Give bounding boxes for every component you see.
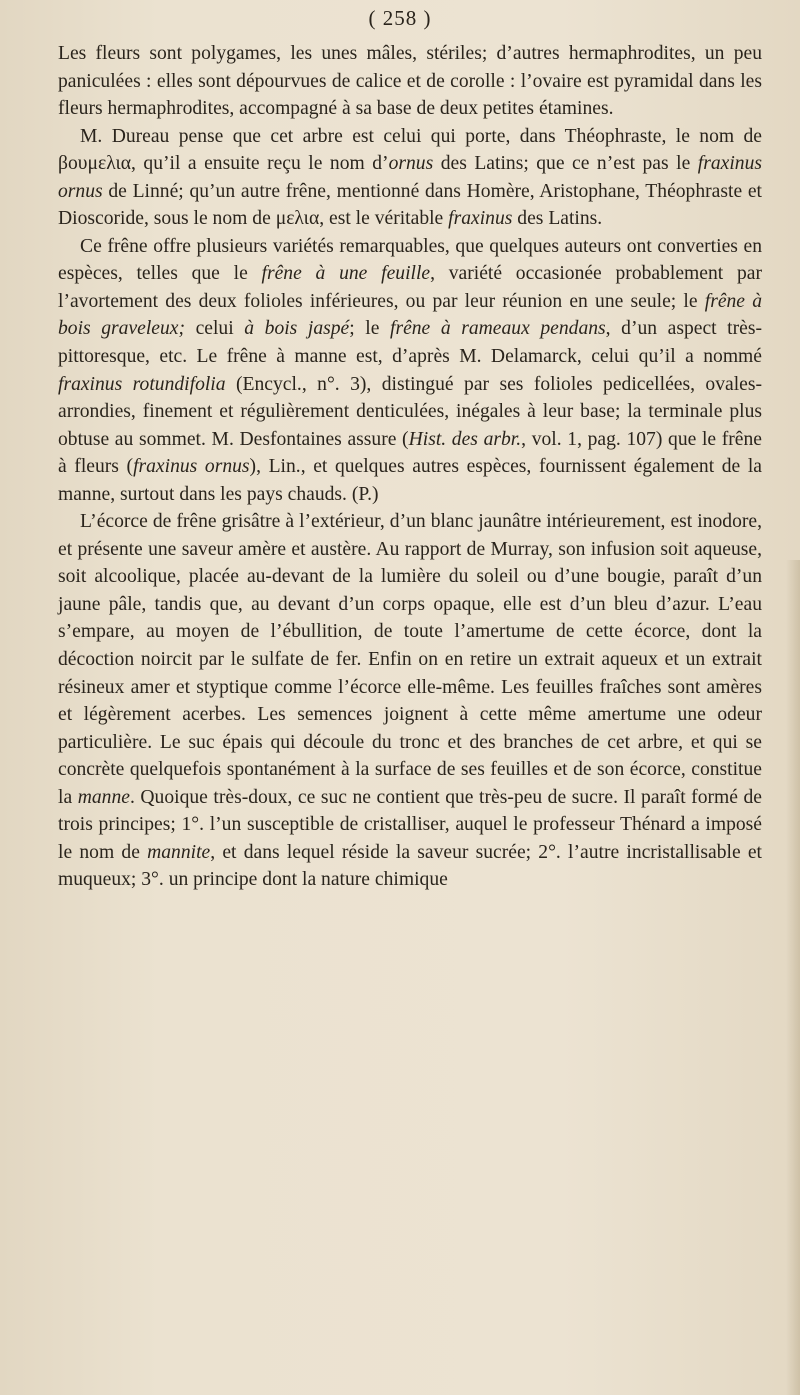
text-run: de Linné; qu’un autre frêne, mentionné dans Homère, Aristophane, Théophraste et Dioscoride, sous le nom de (58, 180, 762, 230)
paragraph-2 (58, 123, 762, 233)
page-edge-stain (786, 560, 800, 1395)
text-run: Ce frêne offre plusieurs variétés remarquables, que quelques auteurs ont converties en espèces, telles que le (58, 235, 762, 285)
text-run: , est le véritable (319, 208, 449, 230)
text-run: M. Dureau pense que cet arbre est celui qui porte, dans Théophraste, le nom de (80, 125, 762, 147)
text-run: , et dans lequel réside la saveur sucrée; 2°. l’autre incristallisable et muqueux; 3°. un principe dont la nature chimique (58, 841, 762, 891)
text-run: ), Lin., et quelques autres espèces, fournissent également de la manne, surtout dans les pays chauds. (P.) (58, 456, 762, 505)
text-run: , qu’il a ensuite reçu le nom d’ (131, 153, 389, 175)
italic-run: mannite (147, 841, 211, 863)
text-run: des Latins; que ce n’est pas le (433, 153, 698, 175)
italic-run: fraxinus ornus (133, 456, 250, 478)
text-run: celui (185, 318, 245, 340)
italic-run: fraxinus (448, 208, 513, 230)
text-run: L’écorce de frêne grisâtre à l’extérieur, d’un blanc jaunâtre intérieurement, est inodore, et présente une saveur amère et austère. Au rapport de Murray, son infusion soit aqueuse, soit alcoolique, placée au-devant de la lumière du soleil ou d’une bougie, paraît d’un jaune pâle, tandis que, au devant d’un corps opaque, elle est d’un bleu d’azur. L’eau s’empare, au moyen de l’ébullition, de toute l’amertume de cette écorce, dont la décoction noircit par le sulfate de fer. Enfin on en retire un extrait aqueux et un extrait résineux amer et styptique comme l’écorce elle-même. Les feuilles fraîches sont amères et légèrement acerbes. Les semences joignent à cette même amertume une odeur particulière. Le suc épais qui découle du tronc et des branches de cet arbre, et qui se concrète quelquefois spontanément à la surface de ses feuilles et de son écorce, constitue la (58, 511, 762, 808)
italic-run: fraxinus rotundifolia (58, 373, 226, 395)
italic-run: manne (77, 786, 130, 808)
text-run: Les fleurs sont polygames, les unes mâles, stériles; d’autres hermaphrodites, un peu paniculées : elles sont dépourvues de calice et de corolle : l’ovaire est pyramidal dans les fleurs hermaphrodites, accompagné à sa base de deux petites étamines. (58, 43, 762, 120)
text-run: , d’un aspect très-pittoresque, etc. Le frêne à manne est, d’après M. Delamarck, celui qu’il a nommé (58, 318, 762, 368)
italic-run: Hist. des arbr. (408, 428, 522, 450)
italic-run: ornus (388, 153, 434, 175)
italic-run: frêne à rameaux pendans (390, 318, 606, 340)
text-run: (Encycl., n°. 3), distingué par ses folioles pedicellées, ovales-arrondies, finement et régulièrement denticulées, inégales à leur base; la terminale plus obtuse au sommet. M. Desfontaines assure ( (58, 373, 762, 450)
text-run: , variété occasionée probablement par l’avortement des deux folioles inférieures, ou par leur réunion en une seule; le (58, 263, 763, 312)
italic-run: frêne à une feuille (261, 263, 431, 285)
text-run: des Latins. (512, 208, 603, 230)
italic-run: à bois jaspé (244, 318, 350, 340)
italic-run: frêne à bois graveleux; (58, 290, 762, 340)
body-text (58, 40, 762, 894)
paragraph-3 (58, 233, 762, 508)
text-run: ; le (349, 318, 390, 340)
text-run: . Quoique très-doux, ce suc ne contient que très-peu de sucre. Il paraît formé de trois principes; 1°. l’un susceptible de cristalliser, auquel le professeur Thénard a imposé le nom de (58, 786, 763, 863)
italic-run: fraxinus ornus (58, 153, 762, 202)
paragraph-4 (58, 508, 762, 894)
text-run: , vol. 1, pag. 107) que le frêne à fleurs ( (58, 428, 762, 478)
text-run: μελια (275, 208, 320, 230)
page-number: ( 258 ) (368, 6, 432, 30)
paragraph-1 (58, 40, 762, 123)
text-run: βουμελια (58, 153, 131, 175)
